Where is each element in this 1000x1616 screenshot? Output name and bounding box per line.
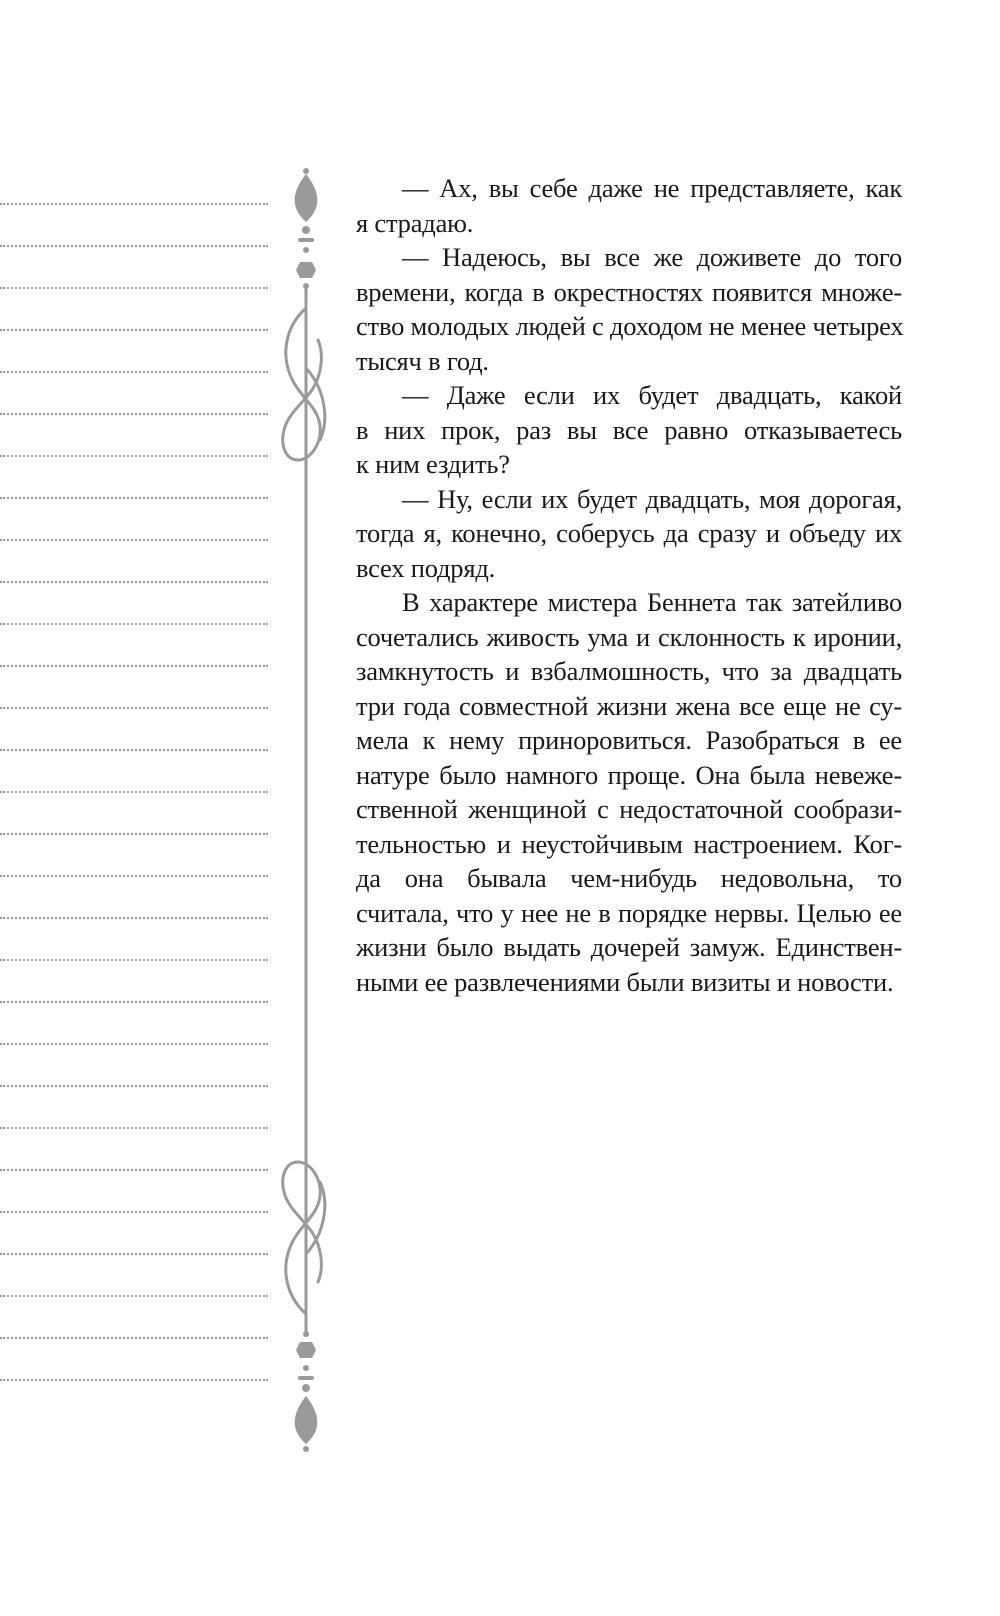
note-line	[0, 1169, 268, 1171]
note-line	[0, 413, 268, 415]
note-line	[0, 455, 268, 457]
text-line: ными ее развлечениями были визиты и новости.	[356, 966, 894, 997]
note-line	[0, 623, 268, 625]
text-line: жизни было выдать дочерей замуж. Единствен-	[356, 932, 902, 962]
note-line	[0, 1211, 268, 1213]
note-line	[0, 1253, 268, 1255]
paragraph	[356, 171, 902, 240]
note-line	[0, 1379, 268, 1381]
note-line	[0, 329, 268, 331]
paragraph	[356, 240, 902, 378]
note-line	[0, 539, 268, 541]
text-line: тогда я, конечно, соберусь да сразу и объеду их	[356, 518, 902, 548]
note-line	[0, 203, 268, 205]
book-page-text	[356, 171, 902, 999]
text-line: сочетались живость ума и склонность к иронии,	[356, 621, 902, 652]
note-line	[0, 707, 268, 709]
note-line	[0, 497, 268, 499]
text-line: да она бывала чем-нибудь недовольна, то	[356, 863, 902, 893]
text-line: я страдаю.	[356, 207, 474, 238]
paragraph	[356, 585, 902, 999]
text-line: — Даже если их будет двадцать, какой	[402, 380, 902, 410]
paragraph	[356, 378, 902, 482]
text-line: ство молодых людей с доходом не менее четырех	[356, 311, 904, 341]
note-line	[0, 1127, 268, 1129]
text-line: — Ах, вы себе даже не представляете, как	[402, 173, 902, 203]
note-line	[0, 1085, 268, 1087]
note-line	[0, 287, 268, 289]
note-line	[0, 1337, 268, 1339]
decorative-vertical-divider-icon	[276, 168, 366, 1452]
notes-lines-panel	[0, 0, 270, 1616]
text-line: считала, что у нее не в порядке нервы. Целью ее	[356, 897, 902, 928]
text-line: мела к нему приноровиться. Разобраться в ее	[356, 725, 902, 755]
text-line: натуре было намного проще. Она была невеже-	[356, 759, 902, 790]
note-line	[0, 1001, 268, 1003]
text-line: замкнутость и взбалмошность, что за двадцать	[356, 656, 902, 686]
text-line: тельностью и неустойчивым настроением. Ког-	[356, 828, 902, 859]
text-line: В характере мистера Беннета так затейливо	[402, 587, 902, 617]
note-line	[0, 833, 268, 835]
text-line: — Ну, если их будет двадцать, моя дорогая,	[402, 483, 902, 514]
text-line: к ним ездить?	[356, 449, 510, 479]
note-line	[0, 1043, 268, 1045]
note-line	[0, 917, 268, 919]
text-line: ственной женщиной с недостаточной сообрази-	[356, 794, 902, 824]
text-line: времени, когда в окрестностях появится множе-	[356, 276, 902, 307]
note-line	[0, 749, 268, 751]
text-line: тысяч в год.	[356, 345, 489, 376]
note-line	[0, 371, 268, 373]
note-line	[0, 581, 268, 583]
note-line	[0, 1295, 268, 1297]
note-line	[0, 959, 268, 961]
paragraph	[356, 482, 902, 586]
note-line	[0, 791, 268, 793]
note-line	[0, 665, 268, 667]
note-line	[0, 875, 268, 877]
text-line: всех подряд.	[356, 552, 496, 583]
text-line: три года совместной жизни жена все еще не су-	[356, 690, 902, 721]
text-line: — Надеюсь, вы все же доживете до того	[402, 242, 902, 272]
note-line	[0, 245, 268, 247]
text-line: в них прок, раз вы все равно отказываетесь	[356, 414, 902, 445]
